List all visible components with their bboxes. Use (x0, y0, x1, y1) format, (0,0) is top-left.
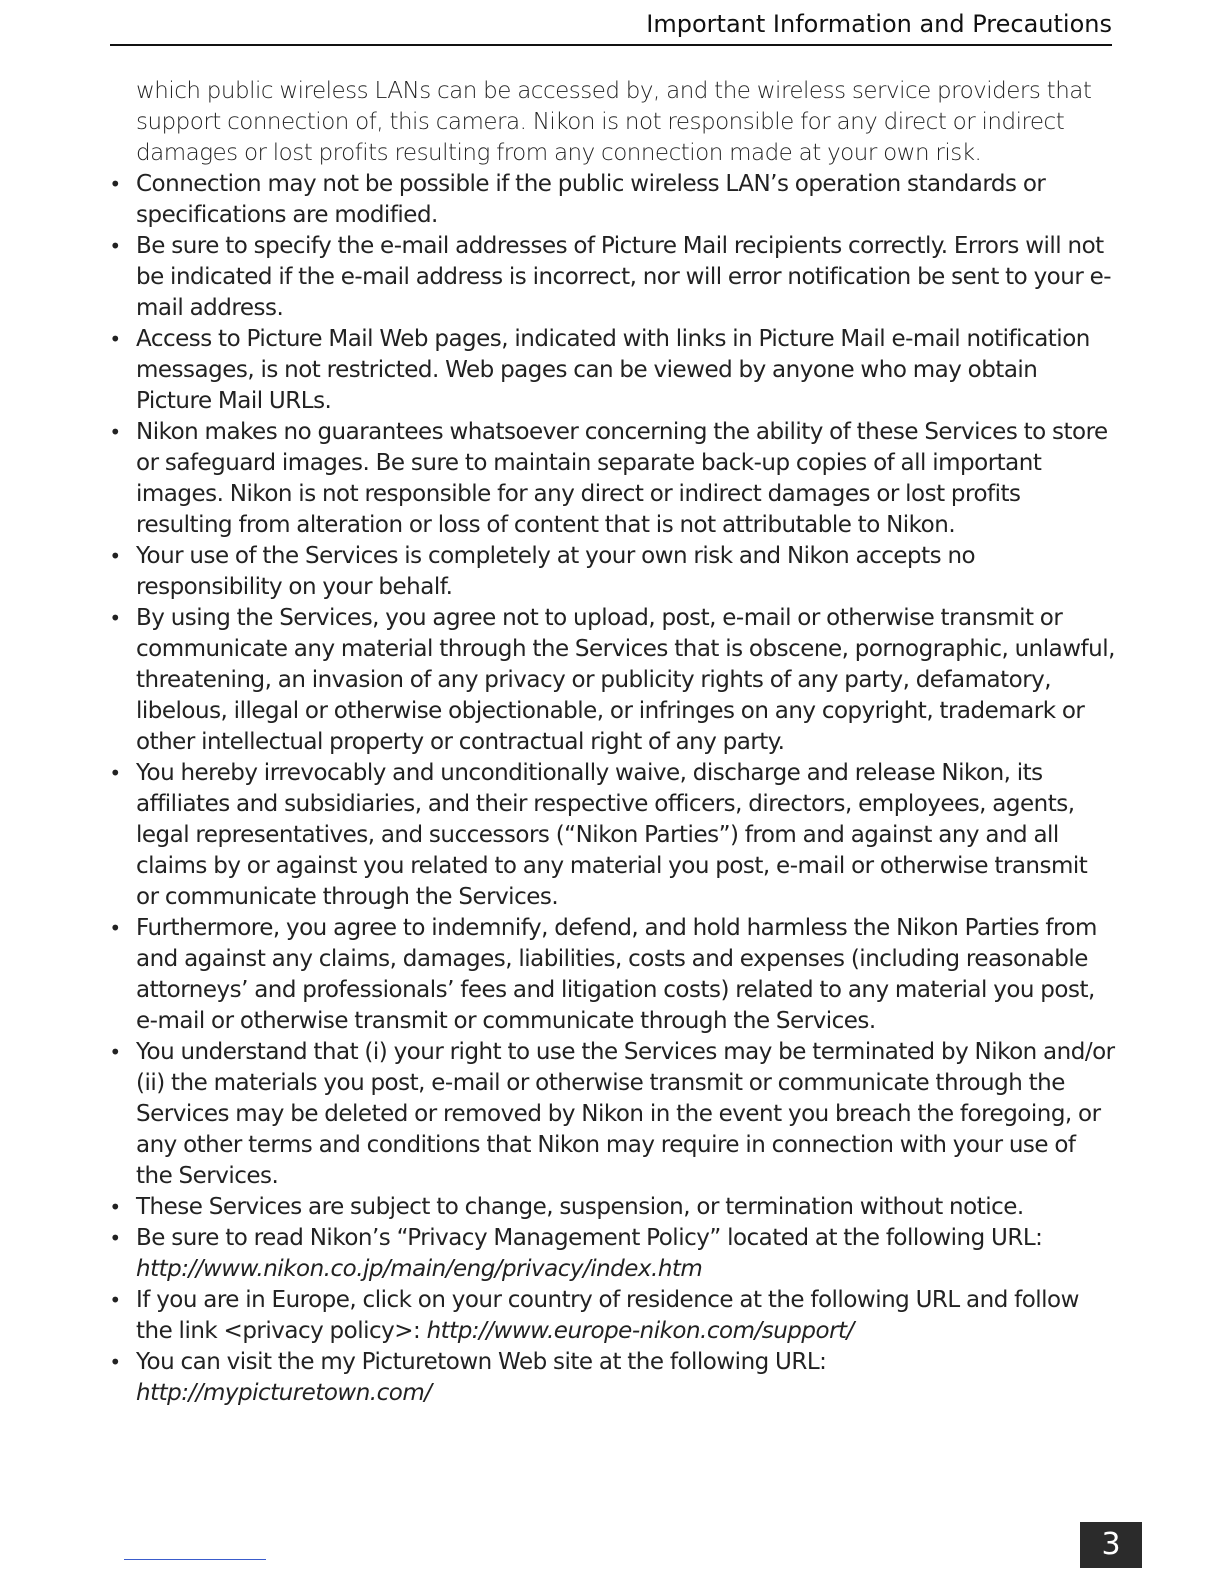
list-item-text: Connection may not be possible if the public wireless LAN’s operation standards or specifications are modified. (136, 171, 1046, 228)
page-header-title: Important Information and Precautions (646, 10, 1112, 38)
page-content (106, 76, 1116, 1409)
list-item-text: If you are in Europe, click on your country of residence at the following URL and follow the link <privacy policy>: (136, 1287, 1079, 1344)
bullet-icon: • (109, 1350, 121, 1374)
bullet-icon: • (109, 761, 121, 785)
list-item-text: You understand that (i) your right to use the Services may be terminated by Nikon and/or (ii) the materials you post, e-mail or otherwise transmit or communicate through the Services may be deleted or removed by Nikon in the event you breach the foregoing, or any other terms and conditions that Nikon may require in connection with your use of the Services. (136, 1039, 1115, 1189)
bullet-icon: • (109, 916, 121, 940)
list-item-text: By using the Services, you agree not to upload, post, e-mail or otherwise transmit or communicate any material through the Services that is obscene, pornographic, unlawful, threatening, an invasion of any privacy or publicity rights of any party, defamatory, libelous, illegal or otherwise objectionable, or infringes on any copyright, trademark or other intellectual property or contractual right of any party. (136, 605, 1115, 755)
list-item (106, 1223, 1116, 1285)
list-item (106, 541, 1116, 603)
list-item (106, 1285, 1116, 1347)
bullet-icon: • (109, 172, 121, 196)
list-item-text: You hereby irrevocably and unconditionally waive, discharge and release Nikon, its affiliates and subsidiaries, and their respective officers, directors, employees, agents, legal representatives, and successors (“Nikon Parties”) from and against any and all claims by or against you related to any material you post, e-mail or otherwise transmit or communicate through the Services. (136, 760, 1088, 910)
list-item-text: These Services are subject to change, suspension, or termination without notice. (136, 1194, 1024, 1220)
bullet-icon: • (109, 420, 121, 444)
list-item-text: Be sure to read Nikon’s “Privacy Management Policy” located at the following URL: (136, 1225, 1043, 1251)
footer-rule (124, 1559, 266, 1560)
list-item (106, 169, 1116, 231)
list-item (106, 324, 1116, 417)
list-item-text: Your use of the Services is completely at your own risk and Nikon accepts no responsibility on your behalf. (136, 543, 976, 600)
list-item (106, 758, 1116, 913)
list-item-text: You can visit the my Picturetown Web site at the following URL: (136, 1349, 827, 1375)
bullet-icon: • (109, 1195, 121, 1219)
bullet-icon: • (109, 1226, 121, 1250)
bullet-icon: • (109, 234, 121, 258)
list-item (106, 1192, 1116, 1223)
list-item (106, 417, 1116, 541)
list-item (106, 603, 1116, 758)
privacy-policy-link[interactable]: http://www.nikon.co.jp/main/eng/privacy/index.htm (136, 1256, 703, 1282)
bullet-icon: • (109, 606, 121, 630)
mypicturetown-link[interactable]: http://mypicturetown.com/ (136, 1380, 432, 1406)
bullet-icon: • (109, 327, 121, 351)
list-item (106, 1347, 1116, 1409)
list-item-text: Access to Picture Mail Web pages, indicated with links in Picture Mail e-mail notification messages, is not restricted. Web pages can be viewed by anyone who may obtain Picture Mail URLs. (136, 326, 1090, 414)
list-item (106, 913, 1116, 1037)
bullet-icon: • (109, 544, 121, 568)
page-number-badge: 3 (1080, 1522, 1142, 1568)
list-item (106, 231, 1116, 324)
europe-support-link[interactable]: http://www.europe-nikon.com/support/ (426, 1318, 854, 1344)
bullet-icon: • (109, 1288, 121, 1312)
bullet-icon: • (109, 1040, 121, 1064)
list-item-text: Nikon makes no guarantees whatsoever concerning the ability of these Services to store or safeguard images. Be sure to maintain separate back-up copies of all important images. Nikon is not responsible for any direct or indirect damages or lost profits resulting from alteration or loss of content that is not attributable to Nikon. (136, 419, 1108, 538)
intro-paragraph: which public wireless LANs can be accessed by, and the wireless service providers that support connection of, this camera. Nikon is not responsible for any direct or indirect damages or lost profits resulting from any connection made at your own risk. (136, 78, 1092, 166)
list-item-text: Furthermore, you agree to indemnify, defend, and hold harmless the Nikon Parties from and against any claims, damages, liabilities, costs and expenses (including reasonable attorneys’ and professionals’ fees and litigation costs) related to any material you post, e-mail or otherwise transmit or communicate through the Services. (136, 915, 1097, 1034)
header-rule (110, 44, 1112, 46)
list-item (106, 1037, 1116, 1192)
list-item-text: Be sure to specify the e-mail addresses of Picture Mail recipients correctly. Errors will not be indicated if the e-mail address is incorrect, nor will error notification be sent to your e-mail address. (136, 233, 1112, 321)
